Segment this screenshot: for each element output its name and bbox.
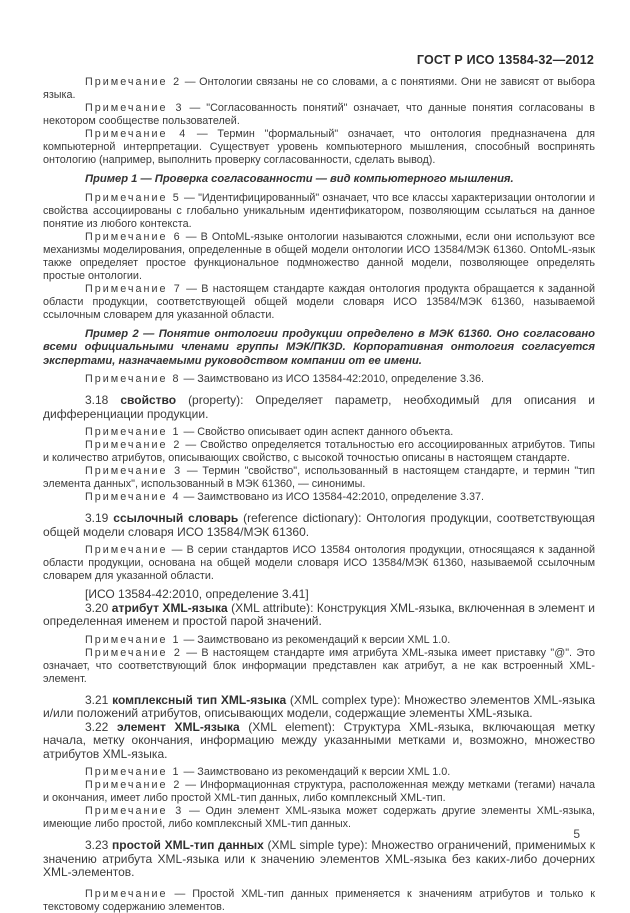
note-paragraph: [43, 805, 595, 831]
term-name: элемент XML-языка: [116, 719, 240, 734]
example-text: — Проверка согласованности — вид компьютерного мышления.: [140, 173, 514, 185]
note-paragraph: [43, 465, 595, 491]
note-paragraph: [43, 426, 595, 439]
note-label: Примечание 4: [85, 491, 181, 503]
note-label: Примечание 2: [85, 779, 182, 791]
example-paragraph: [43, 328, 595, 369]
note-text: — Один элемент XML-языка может содержать другие элементы XML-языка, имеющие либо простой, либо комплексный XML-тип данных.: [43, 805, 595, 830]
note-label: Примечание 3: [85, 465, 183, 477]
note-label: Примечание: [85, 887, 168, 900]
example-paragraph: [43, 173, 595, 187]
note-paragraph: [43, 128, 595, 167]
note-label: Примечание 3: [85, 102, 184, 114]
note-paragraph: [43, 491, 595, 504]
note-text: — Заимствовано из ИСО 13584-42:2010, определение 3.36.: [183, 373, 485, 385]
note-paragraph: [43, 192, 595, 231]
note-paragraph: [43, 283, 595, 322]
note-text: — Заимствовано из ИСО 13584-42:2010, определение 3.37.: [183, 491, 485, 503]
note-text: — Заимствовано из рекомендаций к версии XML 1.0.: [183, 766, 451, 778]
term-definition: [43, 602, 595, 629]
note-text: — В серии стандартов ИСО 13584 онтология продукции, относящаяся к заданной области продукции, основана на общей модели словаря ИСО 13584/МЭК 61360, называемой ссылочным словарем для указанной области.: [43, 544, 596, 582]
page-content: [43, 76, 595, 913]
term-number: 3.21: [85, 692, 109, 707]
note-label: Примечание 2: [85, 439, 182, 451]
source-reference: [43, 588, 595, 602]
note-label: Примечание 6: [85, 230, 182, 243]
note-paragraph: [43, 439, 595, 465]
term-number: 3.22: [85, 719, 109, 734]
term-text: (reference dictionary): Онтология продукции, соответствующая общей модели словаря ИСО 13584/МЭК 61360.: [43, 511, 595, 539]
note-text: — В настоящем стандарте каждая онтология продукта обращается к заданной области продукции, соответствующей общей модели словаря ИСО 13584/МЭК 61360, называемой ссылочным словарем для указанной области.: [43, 282, 596, 321]
term-name: атрибут XML-языка: [111, 600, 228, 615]
note-label: Примечание 3: [85, 805, 184, 817]
example-text: — Понятие онтологии продукции определено в МЭК 61360. Оно согласовано всеми официальными членами группы МЭК/ПК3D. Корпоративная онтология согласуется экспертами, назначаемыми руководством компании от ее имени.: [43, 327, 595, 367]
note-paragraph: [43, 231, 595, 283]
term-text: (XML complex type): Множество элементов XML-языка и/или положений атрибутов, описывающих модели, содержащие элементы XML-языка.: [43, 692, 596, 720]
note-paragraph: [43, 373, 595, 386]
note-text: — В настоящем стандарте имя атрибута XML-языка имеет приставку "@". Это означает, что соответствующий блок информации представлен как атрибут, а не как встроенный XML-элемент.: [43, 646, 595, 685]
note-label: Примечание 4: [85, 128, 188, 140]
page-number: 5: [573, 827, 580, 841]
note-text: — Свойство определяется тотальностью его ассоциированных атрибутов. Типы и количество атрибутов, описывающих свойство, с высокой точностью описаны в настоящем стандарте.: [43, 439, 596, 464]
note-text: — Простой XML-тип данных применяется к значениям атрибутов и только к текстовому содержанию элементов.: [43, 887, 595, 913]
note-text: — "Согласованность понятий" означает, что данные понятия согласованы в некотором сообществе пользователей.: [43, 102, 595, 127]
note-label: Примечание 2: [85, 646, 182, 659]
term-definition: [43, 839, 595, 880]
term-text: (property): Определяет параметр, необходимый для описания и дифференциации продукции.: [43, 393, 595, 421]
term-number: 3.19: [85, 511, 109, 525]
note-text: — Заимствовано из рекомендаций к версии XML 1.0.: [183, 633, 451, 646]
note-paragraph: [43, 766, 595, 779]
note-text: — Информационная структура, расположенная между метками (тегами) начала и окончания, имеет либо простой XML-тип данных, либо комплексный XML-тип.: [43, 779, 595, 804]
note-paragraph: [43, 779, 595, 805]
running-header-standard-number: ГОСТ Р ИСО 13584-32—2012: [416, 53, 594, 67]
note-paragraph: [43, 544, 595, 583]
note-label: Примечание 8: [85, 373, 181, 385]
term-number: 3.23: [85, 838, 109, 852]
note-paragraph: [43, 634, 595, 647]
note-label: Примечание 5: [85, 191, 181, 204]
term-number: 3.20: [85, 600, 109, 615]
term-text: (XML attribute): Конструкция XML-языка, включенная в элемент и определенная именем и простой парой значений.: [43, 600, 595, 628]
note-label: Примечание: [85, 544, 168, 556]
note-text: — Онтологии связаны не со словами, а с понятиями. Они не зависят от выбора языка.: [43, 76, 595, 101]
note-label: Примечание 7: [85, 282, 182, 295]
term-text: (XML simple type): Множество ограничений, применимых к значению атрибута XML-языка или к значению элементов XML-языка без каких-либо дочерних XML-элементов.: [43, 838, 596, 879]
note-label: Примечание 1: [85, 766, 181, 778]
term-text: (XML element): Структура XML-языка, включающая метку начала, метку окончания, информацию между указанными метками и, возможно, множество атрибутов XML-языка.: [43, 719, 595, 761]
note-paragraph: [43, 76, 595, 102]
note-text: — Свойство описывает один аспект данного объекта.: [183, 426, 454, 438]
note-paragraph: [43, 102, 595, 128]
term-name: ссылочный словарь: [113, 511, 239, 525]
term-name: комплексный тип XML-языка: [112, 692, 287, 707]
note-text: — В OntoML-языке онтологии называются сложными, если они используют все механизмы моделирования, определенные в общей модели онтологии ИСО 13584/МЭК 61360. OntoML-язык также определяет простое функциональное подмножество данной модели, позволяющее определять простые онтологии.: [43, 230, 595, 282]
note-text: — Термин "свойство", использованный в настоящем стандарте, и термин "тип элемента данных", использованный в МЭК 61360, — синонимы.: [43, 465, 596, 490]
note-paragraph: [43, 888, 595, 913]
note-text: — Термин "формальный" означает, что онтология предназначена для компьютерной интерпретации. Существует уровень компьютерного мышления, способный воспринять онтологию (например, выполнить проверку согласованности, сделать вывод).: [43, 128, 595, 166]
term-number: 3.18: [85, 393, 109, 407]
note-paragraph: [43, 647, 595, 686]
source-reference-text: [ИСО 13584-42:2010, определение 3.41]: [85, 587, 309, 601]
note-label: Примечание 1: [85, 426, 181, 438]
term-definition: [43, 394, 595, 421]
term-definition: [43, 721, 595, 762]
note-text: — "Идентифицированный" означает, что все классы характеризации онтологии и свойства ассоциированы с глобально уникальным идентификатором, позволяющим ссылаться на данное понятие из любого контекста.: [43, 191, 596, 230]
note-label: Примечание 1: [85, 633, 181, 646]
term-name: свойство: [120, 393, 177, 407]
term-definition: [43, 694, 595, 721]
term-definition: [43, 512, 595, 539]
example-label: Пример 2: [85, 327, 139, 340]
example-label: Пример 1: [85, 173, 138, 185]
term-name: простой XML-тип данных: [112, 838, 264, 852]
note-label: Примечание 2: [85, 76, 182, 88]
